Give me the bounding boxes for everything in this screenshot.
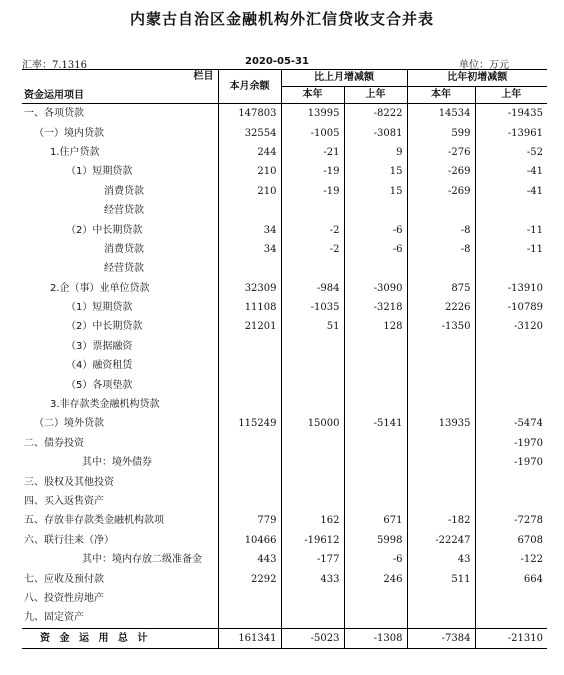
cell-value: [475, 375, 547, 394]
cell-value: -1035: [281, 298, 344, 317]
header-month-this-year: 本年: [281, 87, 344, 104]
cell-value: [218, 492, 281, 511]
row-label: （4）融资租赁: [66, 360, 133, 372]
table-row: [22, 259, 547, 278]
cell-value: -3120: [475, 317, 547, 336]
cell-value: [218, 259, 281, 278]
cell-value: [218, 395, 281, 414]
header-ytd-this-year: 本年: [407, 87, 475, 104]
table-row: [22, 531, 547, 550]
cell-value: -52: [475, 143, 547, 162]
cell-value: -5474: [475, 414, 547, 433]
cell-value: [407, 472, 475, 491]
table-row: [22, 279, 547, 298]
cell-value: [344, 472, 407, 491]
header-balance: 本月余额: [218, 70, 281, 104]
row-label: 五、存放非存款类金融机构款项: [24, 515, 164, 527]
cell-value: -41: [475, 182, 547, 201]
cell-value: [407, 434, 475, 453]
cell-value: [344, 356, 407, 375]
table-row: [22, 589, 547, 608]
cell-value: [218, 589, 281, 608]
row-label: 二、债券投资: [24, 437, 84, 449]
cell-value: [218, 375, 281, 394]
cell-value: 599: [407, 123, 475, 142]
row-label: 经营贷款: [104, 263, 144, 275]
row-label: 九、固定资产: [24, 612, 84, 624]
cell-value: -41: [475, 162, 547, 181]
cell-value: 10466: [218, 531, 281, 550]
cell-value: [281, 608, 344, 628]
cell-value: [281, 356, 344, 375]
cell-value: -19435: [475, 104, 547, 124]
cell-value: -6: [344, 550, 407, 569]
cell-value: [281, 453, 344, 472]
cell-value: -19612: [281, 531, 344, 550]
cell-value: 128: [344, 317, 407, 336]
row-label: 经营贷款: [104, 205, 144, 217]
row-label: 八、投资性房地产: [24, 592, 104, 604]
cell-value: [344, 337, 407, 356]
cell-value: 15: [344, 162, 407, 181]
cell-value: [407, 375, 475, 394]
row-label: （3）票据融资: [66, 340, 133, 352]
row-label: 消费贷款: [104, 185, 144, 197]
cell-value: [218, 201, 281, 220]
cell-value: 34: [218, 240, 281, 259]
table-row: [22, 492, 547, 511]
cell-value: [475, 608, 547, 628]
cell-value: -22247: [407, 531, 475, 550]
cell-value: 161341: [218, 628, 281, 648]
cell-value: [281, 337, 344, 356]
cell-value: -7278: [475, 511, 547, 530]
cell-value: [475, 337, 547, 356]
cell-value: -11: [475, 240, 547, 259]
row-label: （1）短期贷款: [66, 166, 133, 178]
cell-value: [407, 608, 475, 628]
cell-value: [281, 492, 344, 511]
cell-value: 43: [407, 550, 475, 569]
table-row: [22, 240, 547, 259]
cell-value: 51: [281, 317, 344, 336]
table-row: [22, 395, 547, 414]
table-row: [22, 414, 547, 433]
total-row: [22, 628, 547, 648]
table-row: [22, 182, 547, 201]
table-row: [22, 317, 547, 336]
cell-value: 21201: [218, 317, 281, 336]
table-row: [22, 143, 547, 162]
cell-value: [475, 201, 547, 220]
cell-value: [281, 375, 344, 394]
cell-value: -6: [344, 240, 407, 259]
cell-value: [281, 259, 344, 278]
row-label: （1）短期贷款: [66, 302, 133, 314]
table-row: [22, 608, 547, 628]
cell-value: -1350: [407, 317, 475, 336]
cell-value: 875: [407, 279, 475, 298]
cell-value: [344, 608, 407, 628]
row-label: （一）境内贷款: [34, 127, 104, 139]
cell-value: [281, 434, 344, 453]
cell-value: [407, 453, 475, 472]
total-label: 资 金 运 用 总 计: [22, 628, 218, 648]
row-label: 消费贷款: [104, 243, 144, 255]
cell-value: 2226: [407, 298, 475, 317]
cell-value: 32554: [218, 123, 281, 142]
cell-value: -8222: [344, 104, 407, 124]
cell-value: -6: [344, 220, 407, 239]
cell-value: -276: [407, 143, 475, 162]
cell-value: [281, 201, 344, 220]
cell-value: 32309: [218, 279, 281, 298]
cell-value: [475, 395, 547, 414]
cell-value: [407, 395, 475, 414]
table-row: [22, 220, 547, 239]
header-row-label: 资金运用项目: [24, 90, 84, 101]
cell-value: -269: [407, 182, 475, 201]
credit-table: [22, 69, 547, 649]
cell-value: 2292: [218, 569, 281, 588]
cell-value: [407, 259, 475, 278]
unit-label: 单位：万元: [459, 60, 509, 71]
header-corner-cell: [22, 70, 218, 104]
header-vs-last-month: 比上月增减额: [281, 70, 407, 87]
row-label: 其中：境内存放二级准备金: [82, 554, 202, 566]
cell-value: 162: [281, 511, 344, 530]
cell-value: 13995: [281, 104, 344, 124]
cell-value: [407, 337, 475, 356]
cell-value: -13961: [475, 123, 547, 142]
cell-value: [475, 589, 547, 608]
cell-value: [344, 375, 407, 394]
cell-value: [344, 259, 407, 278]
cell-value: 246: [344, 569, 407, 588]
cell-value: 5998: [344, 531, 407, 550]
cell-value: -10789: [475, 298, 547, 317]
row-label: 三、股权及其他投资: [24, 476, 114, 488]
row-label: 3.非存款类金融机构贷款: [50, 399, 160, 411]
table-row: [22, 356, 547, 375]
row-label: 1.住户贷款: [50, 146, 100, 158]
cell-value: -5023: [281, 628, 344, 648]
cell-value: [218, 472, 281, 491]
cell-value: -122: [475, 550, 547, 569]
table-row: [22, 375, 547, 394]
row-label: （2）中长期贷款: [66, 321, 143, 333]
page-title: 内蒙古自治区金融机构外汇信贷收支合并表: [129, 10, 434, 28]
exchange-rate: 汇率：7.1316: [22, 60, 87, 71]
cell-value: 210: [218, 162, 281, 181]
row-label: 2.企（事）业单位贷款: [50, 282, 150, 294]
cell-value: [475, 259, 547, 278]
cell-value: [407, 589, 475, 608]
cell-value: [218, 453, 281, 472]
cell-value: 9: [344, 143, 407, 162]
cell-value: -984: [281, 279, 344, 298]
table-row: [22, 201, 547, 220]
header-col-label: 栏目: [193, 71, 214, 82]
cell-value: -8: [407, 220, 475, 239]
cell-value: 671: [344, 511, 407, 530]
cell-value: -8: [407, 240, 475, 259]
cell-value: [281, 589, 344, 608]
cell-value: 443: [218, 550, 281, 569]
cell-value: -1308: [344, 628, 407, 648]
cell-value: 6708: [475, 531, 547, 550]
cell-value: -7384: [407, 628, 475, 648]
cell-value: [407, 356, 475, 375]
cell-value: [475, 356, 547, 375]
cell-value: 147803: [218, 104, 281, 124]
cell-value: [344, 434, 407, 453]
cell-value: [475, 472, 547, 491]
cell-value: 34: [218, 220, 281, 239]
cell-value: 244: [218, 143, 281, 162]
cell-value: [218, 434, 281, 453]
cell-value: -3081: [344, 123, 407, 142]
cell-value: -1005: [281, 123, 344, 142]
row-label: 七、应收及预付款: [24, 573, 104, 585]
cell-value: -3090: [344, 279, 407, 298]
table-row: [22, 434, 547, 453]
cell-value: [475, 492, 547, 511]
cell-value: -19: [281, 182, 344, 201]
cell-value: 664: [475, 569, 547, 588]
cell-value: -19: [281, 162, 344, 181]
row-label: （5）各项垫款: [66, 379, 133, 391]
cell-value: -3218: [344, 298, 407, 317]
table-row: [22, 550, 547, 569]
row-label: 其中：境外债券: [82, 457, 152, 469]
cell-value: [218, 608, 281, 628]
cell-value: 11108: [218, 298, 281, 317]
cell-value: [344, 453, 407, 472]
cell-value: 210: [218, 182, 281, 201]
cell-value: -21310: [475, 628, 547, 648]
cell-value: -21: [281, 143, 344, 162]
cell-value: 15000: [281, 414, 344, 433]
table-row: [22, 298, 547, 317]
cell-value: 13935: [407, 414, 475, 433]
table-row: [22, 569, 547, 588]
cell-value: [218, 337, 281, 356]
cell-value: 511: [407, 569, 475, 588]
table-row: [22, 337, 547, 356]
row-label: 六、联行往来（净）: [24, 534, 114, 546]
header-ytd-last-year: 上年: [475, 87, 547, 104]
table-body: [22, 104, 547, 649]
row-label: 四、买入返售资产: [24, 496, 104, 507]
cell-value: -269: [407, 162, 475, 181]
table-row: [22, 511, 547, 530]
header-vs-year-start: 比年初增减额: [407, 70, 547, 87]
cell-value: -2: [281, 220, 344, 239]
table-row: [22, 453, 547, 472]
cell-value: -13910: [475, 279, 547, 298]
cell-value: [344, 589, 407, 608]
row-label: （2）中长期贷款: [66, 224, 143, 236]
cell-value: [281, 395, 344, 414]
cell-value: -2: [281, 240, 344, 259]
cell-value: -1970: [475, 434, 547, 453]
row-label: （二）境外贷款: [34, 418, 104, 430]
cell-value: 15: [344, 182, 407, 201]
cell-value: 433: [281, 569, 344, 588]
cell-value: -177: [281, 550, 344, 569]
cell-value: [407, 201, 475, 220]
report-date: 2020-05-31: [245, 56, 309, 67]
table-row: [22, 104, 547, 124]
cell-value: 14534: [407, 104, 475, 124]
cell-value: -1970: [475, 453, 547, 472]
table-row: [22, 162, 547, 181]
cell-value: -5141: [344, 414, 407, 433]
cell-value: [344, 492, 407, 511]
cell-value: -182: [407, 511, 475, 530]
table-row: [22, 472, 547, 491]
cell-value: [281, 472, 344, 491]
cell-value: 779: [218, 511, 281, 530]
header-month-last-year: 上年: [344, 87, 407, 104]
cell-value: [344, 395, 407, 414]
cell-value: -11: [475, 220, 547, 239]
cell-value: [344, 201, 407, 220]
table-row: [22, 123, 547, 142]
row-label: 一、各项贷款: [24, 108, 84, 120]
cell-value: [407, 492, 475, 511]
cell-value: [218, 356, 281, 375]
cell-value: 115249: [218, 414, 281, 433]
